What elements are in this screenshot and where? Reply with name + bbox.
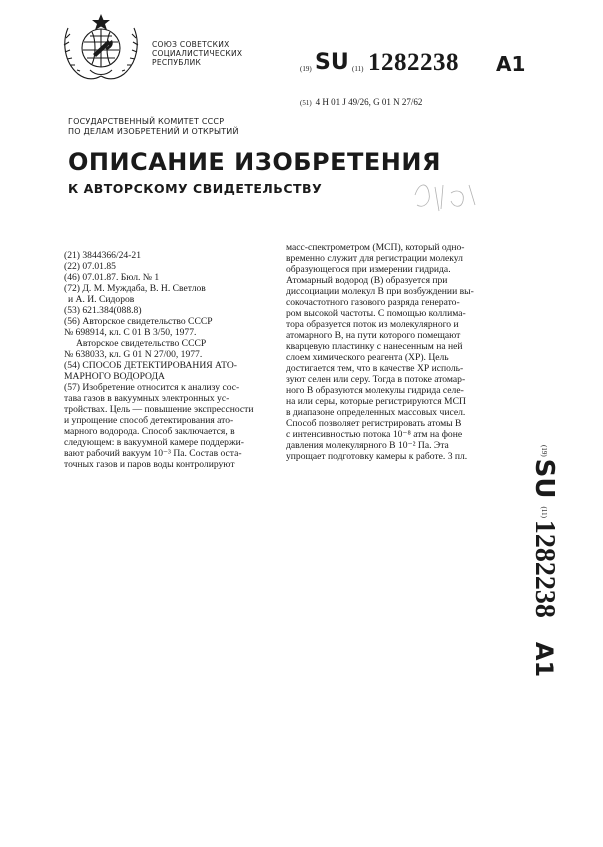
text-line: (54) СПОСОБ ДЕТЕКТИРОВАНИЯ АТО- [64, 360, 238, 371]
abstract-column [286, 242, 512, 462]
text-line: (21) 3844366/24-21 [64, 250, 142, 261]
country-name [152, 40, 242, 67]
ipc-tag: (51) [300, 99, 312, 107]
text-line: (56) Авторское свидетельство СССР [64, 316, 213, 327]
text-line: ного В образуются молекулы гидрида селе- [286, 385, 464, 396]
text-line: (53) 621.384(088.8) [64, 305, 142, 316]
document-subtitle: К АВТОРСКОМУ СВИДЕТЕЛЬСТВУ [68, 181, 323, 196]
vertical-patent-number [520, 445, 568, 678]
text-line: (57) Изобретение относится к анализу сос- [64, 382, 240, 393]
bibliographic-column [64, 250, 288, 470]
text-line: следующем: в вакуумной камере поддержи- [64, 437, 244, 448]
text-line: и упрощение способ детектирования ато- [64, 415, 234, 426]
text-line: ром высокой частоты. С помощью коллима- [286, 308, 466, 319]
vertical-patent-number-value: 1282238 [529, 519, 560, 618]
text-line: зуют селен или серу. Тогда в потоке атомар- [286, 374, 466, 385]
text-line: точных газов и паров воды контролируют [64, 459, 235, 470]
text-line: временно служит для регистрации молекул [286, 253, 463, 264]
text-line: вают рабочий вакуум 10⁻³ Па. Состав оста- [64, 448, 242, 459]
library-stamp-icon [405, 175, 485, 220]
committee-name [68, 117, 239, 137]
number-tag: (11) [352, 65, 364, 73]
country-line: РЕСПУБЛИК [152, 58, 202, 67]
vertical-country-code: SU [529, 458, 559, 499]
text-line: тава газов в вакуумных электронных ус- [64, 393, 230, 404]
text-line: № 698914, кл. С 01 В 3/50, 1977. [64, 327, 197, 338]
text-line: с интенсивностью потока 10⁻⁸ атм на фоне [286, 429, 463, 440]
ipc-value: 4 Н 01 J 49/26, G 01 N 27/62 [315, 97, 423, 107]
text-line: достигается тем, что в качестве ХР исполь- [286, 363, 464, 374]
text-line: в диапазоне определенных массовых чисел. [286, 407, 466, 418]
text-line: и А. И. Сидоров [68, 294, 135, 305]
text-line: (22) 07.01.85 [64, 261, 116, 272]
text-line: на или серы, которые регистрируются МСП [286, 396, 466, 407]
text-line: Атомарный водород (В) образуется при [286, 275, 448, 286]
text-line: диссоциации молекул В при возбуждении вы- [286, 286, 474, 297]
vertical-kind-code: A1 [530, 641, 558, 678]
ussr-emblem-icon [60, 10, 142, 82]
vertical-number-tag: (11) [540, 506, 548, 518]
text-line: тройствах. Цель — повышение экспрессности [64, 404, 254, 415]
text-line: марного водорода. Способ заключается, в [64, 426, 235, 437]
text-line: МАРНОГО ВОДОРОДА [64, 371, 165, 382]
text-line: слоем химического реагента (ХР). Цель [286, 352, 449, 363]
text-line: сокочастотного газового разряда генерато- [286, 297, 460, 308]
country-line: СОЮЗ СОВЕТСКИХ [152, 40, 230, 49]
text-line: атомарного В, на пути которого помещают [286, 330, 461, 341]
text-line: тора образуется поток из молекулярного и [286, 319, 459, 330]
text-line: масс-спектрометром (МСП), который одно- [286, 242, 465, 253]
committee-line: ГОСУДАРСТВЕННЫЙ КОМИТЕТ СССР [68, 117, 225, 126]
text-line: (46) 07.01.87. Бюл. № 1 [64, 272, 160, 283]
vertical-country-tag: (19) [540, 445, 548, 457]
committee-line: ПО ДЕЛАМ ИЗОБРЕТЕНИЙ И ОТКРЫТИЙ [68, 127, 239, 136]
text-line: давления молекулярного В 10⁻² Па. Эта [286, 440, 449, 451]
text-line: № 638033, кл. G 01 N 27/00, 1977. [64, 349, 203, 360]
document-title: ОПИСАНИЕ ИЗОБРЕТЕНИЯ [68, 148, 441, 176]
country-line: СОЦИАЛИСТИЧЕСКИХ [152, 49, 243, 58]
text-line: упрощает подготовку камеры к работе. 3 пл. [286, 451, 468, 462]
text-line: Способ позволяет регистрировать атомы В [286, 418, 462, 429]
text-line: кварцевую пластинку с нанесенным на ней [286, 341, 463, 352]
kind-code: A1 [496, 52, 526, 76]
country-code-tag: (19) [300, 65, 312, 73]
text-line: (72) Д. М. Муждаба, В. Н. Светлов [64, 283, 206, 294]
patent-number: 1282238 [368, 49, 459, 76]
ipc-classification [300, 97, 422, 107]
text-line: Авторское свидетельство СССР [76, 338, 207, 349]
text-line: образующегося при измерении гидрида. [286, 264, 451, 275]
country-code: SU [315, 50, 349, 75]
